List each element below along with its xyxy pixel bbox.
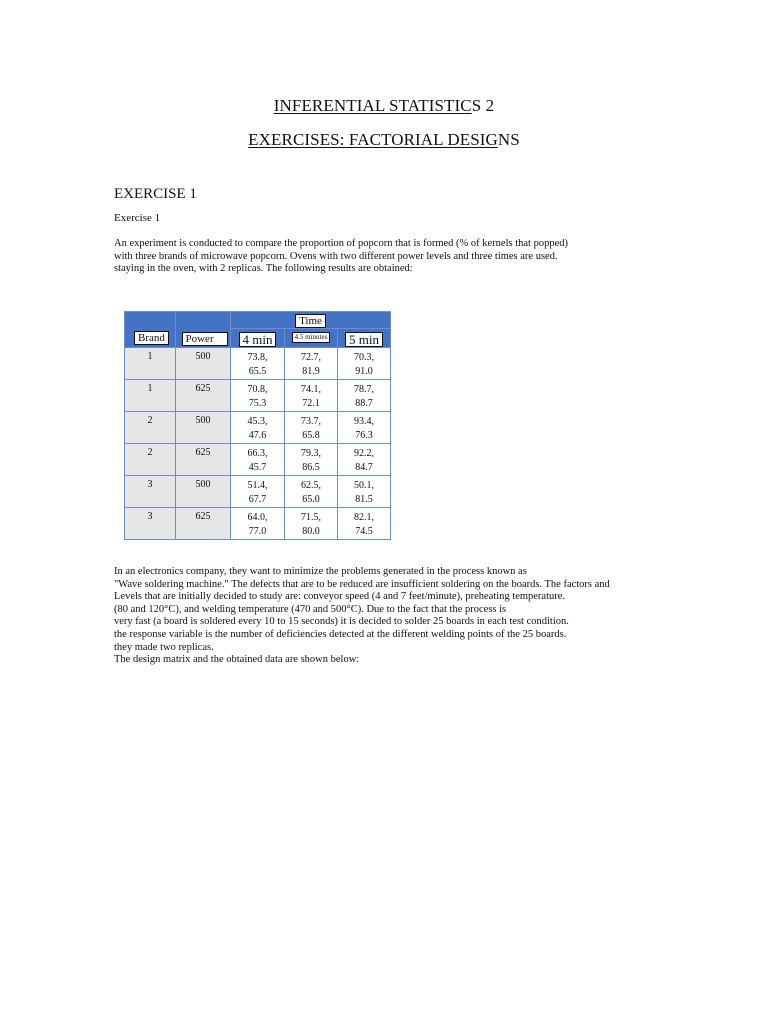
- power-cell: 500: [176, 348, 231, 380]
- document-subtitle: EXERCISES: FACTORIAL DESIGNS: [248, 130, 520, 149]
- value-cell: [285, 444, 338, 476]
- value-text: 72.1: [302, 398, 320, 409]
- value-cell: [231, 412, 285, 444]
- value-cell: [285, 380, 338, 412]
- value-cell: [231, 508, 285, 540]
- paragraph-line: very fast (a board is soldered every 10 to 15 seconds) it is decided to solder 25 boards in each test condition.: [114, 616, 569, 628]
- power-cell: 500: [176, 476, 231, 508]
- value-cell: [285, 348, 338, 380]
- paragraph-line: (80 and 120°C), and welding temperature (470 and 500°C). Due to the fact that the process is: [114, 603, 507, 615]
- value-text: 75.3: [248, 398, 267, 409]
- value-text: 70.8,: [247, 384, 268, 395]
- header-4-min: 4 min: [231, 329, 285, 348]
- header-time-group: Time: [231, 312, 391, 329]
- table-row: [125, 348, 391, 380]
- value-text: 86.5: [302, 462, 320, 473]
- value-text: 66.3,: [247, 448, 268, 459]
- value-cell: [338, 444, 391, 476]
- brand-cell: 3: [125, 508, 176, 540]
- brand-cell: 2: [125, 444, 176, 476]
- value-text: 73.7,: [301, 416, 321, 427]
- value-cell: [338, 348, 391, 380]
- paragraph-line: An experiment is conducted to compare the proportion of popcorn that is formed (% of kernels that popped): [114, 238, 568, 249]
- value-text: 64.0,: [247, 512, 268, 523]
- power-cell: 625: [176, 380, 231, 412]
- value-cell: [231, 444, 285, 476]
- table-row: [125, 476, 391, 508]
- intro-paragraph: [114, 238, 674, 276]
- document-title: INFERENTIAL STATISTICS 2: [273, 96, 495, 115]
- table-row: [125, 380, 391, 412]
- value-text: 70.3,: [354, 352, 374, 363]
- paragraph-line: the response variable is the number of deficiencies detected at the different welding points of the 25 boards.: [114, 628, 567, 640]
- exercise-heading: EXERCISE 1: [114, 186, 197, 202]
- value-text: 81.5: [355, 494, 373, 505]
- power-cell: 625: [176, 508, 231, 540]
- table-row: [125, 508, 391, 540]
- results-table: [124, 311, 391, 540]
- value-text: 80.0: [302, 526, 320, 537]
- paragraph-line: The design matrix and the obtained data are shown below:: [114, 654, 360, 666]
- paragraph-line: Levels that are initially decided to study are: conveyor speed (4 and 7 feet/minute), preheating temperature.: [114, 591, 566, 603]
- value-text: 65.8: [302, 430, 320, 441]
- value-text: 71.5,: [301, 512, 321, 523]
- value-cell: [338, 476, 391, 508]
- value-text: 50.1,: [354, 480, 374, 491]
- value-cell: [338, 508, 391, 540]
- header-4-5-min: 4.5 minutes: [285, 329, 338, 348]
- paragraph-line: with three brands of microwave popcorn. Ovens with two different power levels and three times are used.: [114, 250, 558, 262]
- value-text: 65.5: [248, 366, 267, 377]
- value-cell: [231, 348, 285, 380]
- soldering-paragraph: [114, 566, 674, 667]
- header-brand: Brand: [125, 312, 176, 348]
- value-text: 74.5: [355, 526, 373, 537]
- value-cell: [338, 412, 391, 444]
- value-cell: [231, 476, 285, 508]
- value-cell: [338, 380, 391, 412]
- exercise-subheading: Exercise 1: [114, 212, 161, 224]
- value-text: 88.7: [355, 398, 373, 409]
- value-text: 51.4,: [247, 480, 268, 491]
- value-text: 91.0: [355, 366, 373, 377]
- brand-cell: 3: [125, 476, 176, 508]
- value-cell: [285, 476, 338, 508]
- value-text: 45.7: [248, 462, 267, 473]
- value-text: 81.9: [302, 366, 320, 377]
- value-cell: [231, 380, 285, 412]
- value-text: 65.0: [302, 494, 320, 505]
- value-cell: [285, 412, 338, 444]
- header-power: Power: [176, 312, 231, 348]
- paragraph-line: In an electronics company, they want to minimize the problems generated in the process known as: [114, 566, 527, 577]
- value-text: 79.3,: [301, 448, 321, 459]
- power-cell: 625: [176, 444, 231, 476]
- paragraph-line: "Wave soldering machine." The defects that are to be reduced are insufficient soldering on the boards. The factors and: [114, 578, 610, 590]
- value-text: 76.3: [355, 430, 373, 441]
- value-text: 92.2,: [354, 448, 374, 459]
- value-text: 62.5,: [301, 480, 321, 491]
- value-text: 93.4,: [354, 416, 374, 427]
- paragraph-line: staying in the oven, with 2 replicas. The following results are obtained:: [114, 263, 413, 275]
- value-text: 73.8,: [247, 352, 268, 363]
- power-cell: 500: [176, 412, 231, 444]
- value-text: 84.7: [355, 462, 373, 473]
- value-text: 47.6: [248, 430, 267, 441]
- header-5-min: 5 min: [338, 329, 391, 348]
- brand-cell: 2: [125, 412, 176, 444]
- brand-cell: 1: [125, 380, 176, 412]
- paragraph-line: they made two replicas.: [114, 641, 214, 653]
- value-text: 67.7: [248, 494, 267, 505]
- table-row: [125, 444, 391, 476]
- value-text: 78.7,: [354, 384, 374, 395]
- table-row: [125, 412, 391, 444]
- brand-cell: 1: [125, 348, 176, 380]
- value-text: 74.1,: [301, 384, 321, 395]
- value-text: 77.0: [248, 526, 267, 537]
- value-text: 45.3,: [247, 416, 268, 427]
- value-text: 82.1,: [354, 512, 374, 523]
- value-cell: [285, 508, 338, 540]
- value-text: 72.7,: [301, 352, 321, 363]
